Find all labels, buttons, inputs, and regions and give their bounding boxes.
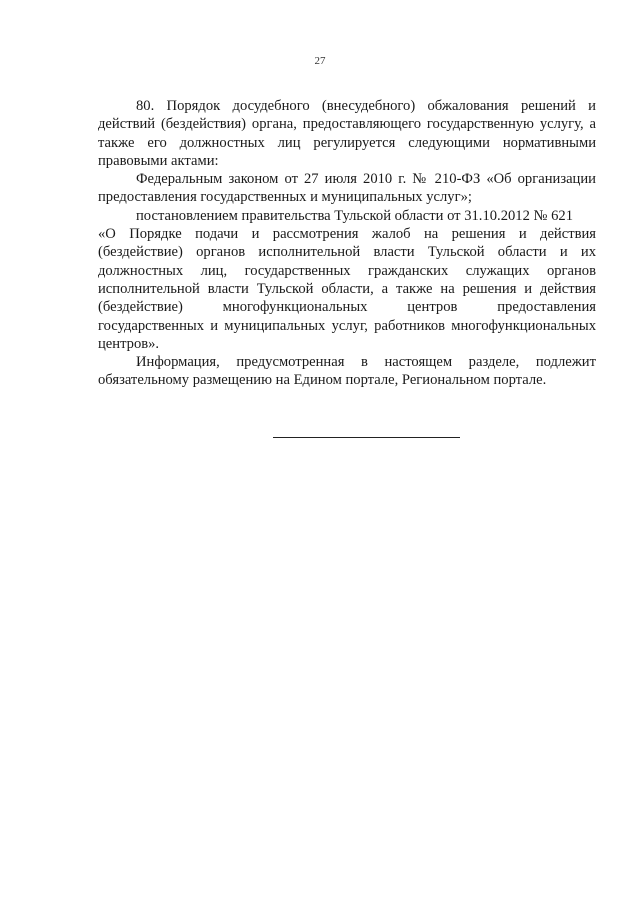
paragraph-resolution: постановлением правительства Тульской области от 31.10.2012 № 621 [136, 207, 573, 224]
paragraph-federal-law: Федеральным законом от 27 июля 2010 г. № 210-ФЗ «Об организации предоставления государственных и муниципальных услуг»; [98, 171, 596, 206]
paragraph-80: 80. Порядок досудебного (внесудебного) обжалования решений и действий (бездействия) органа, предоставляющего государственную услугу, а также его должностных лиц регулируется следующими нормативными правовыми актами: [98, 98, 596, 169]
end-separator-line [273, 437, 460, 438]
paragraph-information: Информация, предусмотренная в настоящем разделе, подлежит обязательному размещению на Едином портале, Региональном портале. [98, 354, 596, 389]
paragraph-resolution-title: «О Порядке подачи и рассмотрения жалоб на решения и действия (бездействие) органов исполнительной власти Тульской области и их должностных лиц, государственных гражданских служащих органов исполнительной власти Тульской области, а также на решения и действия (бездействие) многофункциональных центров предоставления государственных и муниципальных услуг, работников многофункциональных центров». [98, 226, 596, 352]
page-number: 27 [314, 55, 326, 67]
document-body [98, 97, 596, 390]
